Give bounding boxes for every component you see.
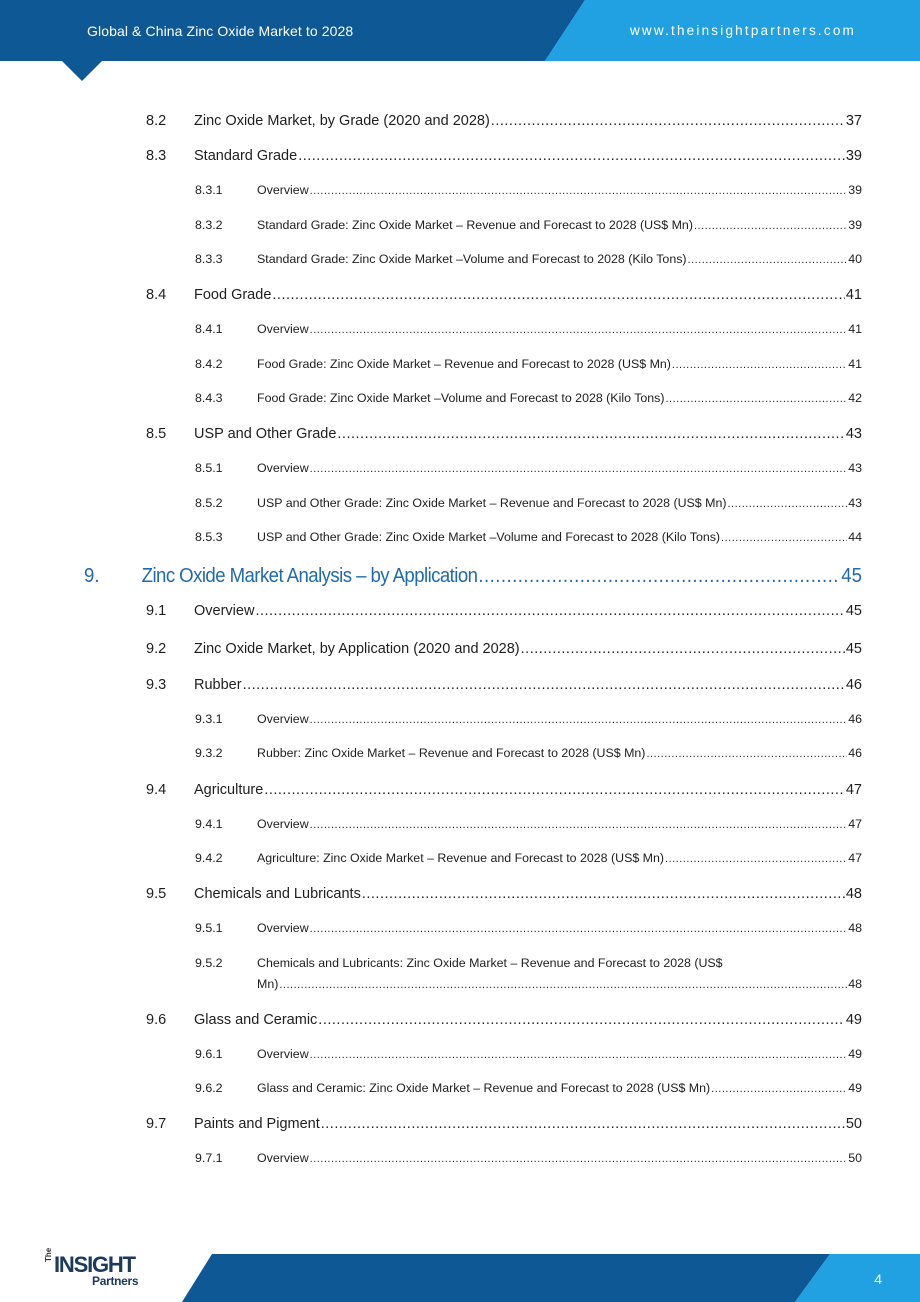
toc-entry-page: 46 [845,677,862,693]
toc-entry[interactable] [146,603,862,619]
toc-entry-page: 47 [848,817,862,831]
toc-entry-title: Paints and Pigment [194,1116,320,1132]
toc-entry-page: 49 [848,1047,862,1061]
toc-entry-number: 9.3.1 [195,712,223,726]
toc-entry-title: Overview [257,1047,309,1061]
toc-entry-page: 43 [845,426,862,442]
toc-entry-page: 46 [848,712,862,726]
toc-entry-title-continued: Mn) [257,977,279,991]
toc-entry-page: 49 [845,1012,862,1028]
toc-entry-page: 48 [845,886,862,902]
toc-entry-number: 8.4.2 [195,357,223,371]
toc-entry-number: 9.7.1 [195,1151,223,1165]
toc-entry-title: Rubber: Zinc Oxide Market – Revenue and Forecast to 2028 (US$ Mn) [257,746,646,760]
toc-entry-page: 41 [848,322,862,336]
toc-entry-number: 9.6.2 [195,1081,223,1095]
logo-partners-text: Partners [92,1274,139,1288]
toc-entry-page: 50 [845,1116,862,1132]
toc-entry-number: 9.6.1 [195,1047,223,1061]
toc-entry-number: 9.1 [146,603,167,619]
toc-dot-leader [272,287,844,303]
toc-entry[interactable] [146,782,862,798]
toc-entry-number: 9.5.1 [195,921,223,935]
toc-entry[interactable] [195,1081,862,1095]
toc-entry-title: Chemicals and Lubricants: Zinc Oxide Market – Revenue and Forecast to 2028 (US$ [257,956,723,970]
toc-entry-title: USP and Other Grade: Zinc Oxide Market – Revenue and Forecast to 2028 (US$ Mn) [257,496,727,510]
page-number: 4 [874,1271,882,1287]
toc-entry-page: 45 [845,603,862,619]
toc-entry-page: 44 [848,530,862,544]
toc-dot-leader [310,923,848,935]
toc-entry-page: 37 [845,113,862,129]
toc-dot-leader [310,819,848,831]
toc-entry-title: Glass and Ceramic [194,1012,318,1028]
toc-entry-number: 8.4.3 [195,391,223,405]
toc-entry[interactable] [146,113,862,129]
toc-dot-leader [646,748,847,760]
toc-entry-number: 9.5 [146,886,167,902]
toc-entry-number: 8.5 [146,426,167,442]
toc-entry-number: 8.3 [146,148,167,164]
toc-entry-number: 8.5.3 [195,530,223,544]
toc-entry-number: 9.4 [146,782,167,798]
logo-the-text: The [44,1247,53,1262]
toc-entry[interactable] [146,148,862,164]
toc-entry-page: 41 [845,287,862,303]
toc-dot-leader [721,532,847,544]
toc-entry-page: 43 [848,461,862,475]
toc-chapter-heading[interactable] [84,565,862,588]
toc-dot-leader [665,853,847,865]
toc-entry-number: 8.3.2 [195,218,223,232]
toc-dot-leader [321,1116,845,1132]
toc-dot-leader [337,426,844,442]
toc-dot-leader [310,714,848,726]
toc-entry-title: Overview [194,603,255,619]
toc-entry-number: 9.3.2 [195,746,223,760]
toc-dot-leader [672,359,847,371]
toc-entry-title: Standard Grade: Zinc Oxide Market – Revenue and Forecast to 2028 (US$ Mn) [257,218,693,232]
toc-entry-title: Agriculture [194,782,264,798]
toc-entry-number: 9.4.2 [195,851,223,865]
toc-entry[interactable] [195,391,862,405]
toc-entry-page: 50 [848,1151,862,1165]
toc-entry[interactable] [195,851,862,865]
toc-entry-title: Chemicals and Lubricants [194,886,361,902]
toc-entry[interactable] [146,426,862,442]
toc-entry-title: Overview [257,712,309,726]
toc-entry-page: 48 [848,977,862,991]
toc-entry-title: Zinc Oxide Market, by Application (2020 and 2028) [194,641,520,657]
toc-entry-title: Overview [257,461,309,475]
toc-entry-title: Food Grade [194,287,272,303]
toc-entry-title: Overview [257,817,309,831]
toc-entry[interactable] [195,322,862,336]
toc-entry[interactable] [195,183,862,197]
header-banner-graphic [0,0,920,82]
toc-entry-title: Zinc Oxide Market Analysis – by Application [141,565,478,587]
header-website-link[interactable]: www.theinsightpartners.com [629,23,856,38]
toc-entry-title: Overview [257,1151,309,1165]
toc-dot-leader [310,185,848,197]
toc-dot-leader [310,324,848,336]
toc-entry-number: 9.2 [146,641,167,657]
toc-entry[interactable] [146,677,862,693]
toc-entry[interactable] [146,1116,862,1132]
toc-entry-title: Overview [257,183,309,197]
toc-entry-page: 46 [848,746,862,760]
toc-entry-page: 49 [848,1081,862,1095]
toc-entry[interactable] [195,712,862,726]
toc-dot-leader [478,565,840,588]
toc-entry-number: 8.5.2 [195,496,223,510]
toc-entry-number: 9.6 [146,1012,167,1028]
toc-entry-page: 39 [845,148,862,164]
toc-dot-leader [310,1153,848,1165]
toc-entry-number: 9.5.2 [195,956,223,970]
toc-entry-title: USP and Other Grade [194,426,337,442]
toc-entry-page: 47 [845,782,862,798]
toc-dot-leader [310,463,848,475]
logo-insight-text: INSIGHT [54,1252,135,1277]
toc-entry-page: 42 [848,391,862,405]
toc-entry-title: Food Grade: Zinc Oxide Market – Revenue and Forecast to 2028 (US$ Mn) [257,357,671,371]
toc-entry-page: 43 [848,496,862,510]
toc-dot-leader [711,1083,847,1095]
toc-entry-page: 39 [848,183,862,197]
toc-dot-leader [491,113,845,129]
footer-dark-band [182,1254,830,1302]
toc-entry[interactable] [195,252,862,266]
toc-entry[interactable] [195,1047,862,1061]
toc-entry[interactable] [146,1012,862,1028]
toc-entry[interactable] [195,496,862,510]
toc-dot-leader [264,782,845,798]
toc-entry-number: 9.3 [146,677,167,693]
toc-entry[interactable] [195,530,862,544]
toc-entry-title: Overview [257,921,309,935]
insight-partners-logo [44,1247,164,1296]
toc-entry[interactable] [195,746,862,760]
toc-entry-title: Standard Grade: Zinc Oxide Market –Volume and Forecast to 2028 (Kilo Tons) [257,252,687,266]
toc-entry-page: 47 [848,851,862,865]
toc-dot-leader [727,498,847,510]
toc-entry-number: 8.2 [146,113,167,129]
toc-entry-title: Agriculture: Zinc Oxide Market – Revenue and Forecast to 2028 (US$ Mn) [257,851,665,865]
toc-entry-page: 41 [848,357,862,371]
toc-entry[interactable] [195,461,862,475]
toc-entry-title: Overview [257,322,309,336]
toc-entry-title: Food Grade: Zinc Oxide Market –Volume and Forecast to 2028 (Kilo Tons) [257,391,665,405]
toc-entry[interactable] [195,1151,862,1165]
toc-entry-page: 40 [848,252,862,266]
toc-entry-number: 8.5.1 [195,461,223,475]
toc-entry[interactable] [195,218,862,232]
toc-entry[interactable] [195,921,862,935]
toc-entry-title: Zinc Oxide Market, by Grade (2020 and 2028) [194,113,490,129]
toc-dot-leader [318,1012,845,1028]
toc-entry[interactable] [195,357,862,371]
toc-dot-leader [666,393,848,405]
toc-entry[interactable] [195,817,862,831]
page-header [0,0,920,82]
toc-dot-leader [362,886,845,902]
toc-entry-number: 9. [84,565,100,587]
toc-dot-leader [694,220,847,232]
toc-entry-page: 45 [841,565,862,587]
toc-dot-leader [255,603,844,619]
toc-dot-leader [521,641,845,657]
header-pointer [62,61,102,81]
toc-entry-title: Standard Grade [194,148,298,164]
toc-entry-title: USP and Other Grade: Zinc Oxide Market –Volume and Forecast to 2028 (Kilo Tons) [257,530,721,544]
toc-entry[interactable] [146,641,862,657]
toc-dot-leader [688,254,848,266]
header-title: Global & China Zinc Oxide Market to 2028 [87,23,354,39]
toc-entry[interactable] [146,886,862,902]
toc-entry-page: 45 [845,641,862,657]
toc-dot-leader [279,979,847,991]
toc-entry-number: 9.7 [146,1116,167,1132]
toc-entry-number: 8.4.1 [195,322,223,336]
toc-entry-page: 48 [848,921,862,935]
toc-entry-number: 9.4.1 [195,817,223,831]
toc-entry-title: Rubber [194,677,242,693]
toc-entry-number: 8.4 [146,287,167,303]
toc-dot-leader [243,677,845,693]
toc-entry-number: 8.3.3 [195,252,223,266]
toc-dot-leader [310,1049,848,1061]
toc-entry-title: Glass and Ceramic: Zinc Oxide Market – Revenue and Forecast to 2028 (US$ Mn) [257,1081,711,1095]
toc-dot-leader [298,148,845,164]
toc-entry-page: 39 [848,218,862,232]
toc-entry[interactable] [146,287,862,303]
toc-entry-number: 8.3.1 [195,183,223,197]
